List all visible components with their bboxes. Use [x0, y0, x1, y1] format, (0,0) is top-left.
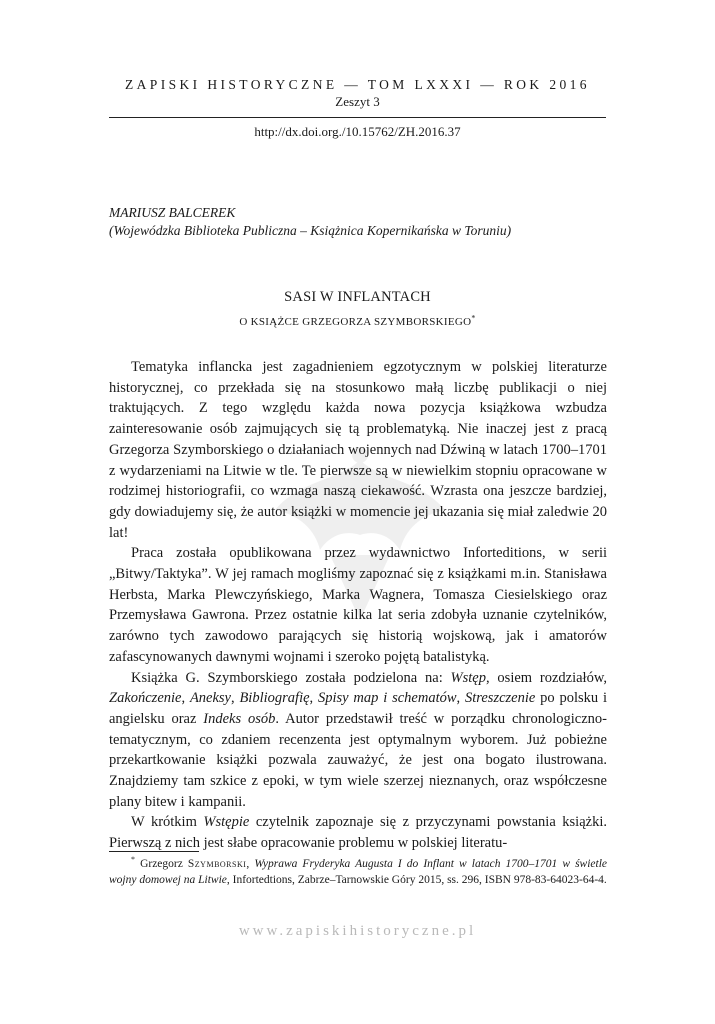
website-footer[interactable]: www.zapiskihistoryczne.pl [238, 923, 477, 939]
footnote-author-first: Grzegorz [140, 858, 188, 870]
footnote-publication: , Infortedtions, Zabrze–Tarnowskie Góry 2015, ss. 296, ISBN 978-83-64023-64-4. [226, 874, 607, 886]
italic-run: Bibliografię [239, 690, 310, 707]
text-run: , [456, 690, 465, 707]
journal-header: ZAPISKI HISTORYCZNE — TOM LXXXI — ROK 2016 [125, 77, 590, 92]
footnote-divider [109, 851, 199, 852]
author-affiliation: (Wojewódzka Biblioteka Publiczna – Książnica Kopernikańska w Toruniu) [109, 223, 512, 238]
article-title: SASI W INFLANTACH [284, 289, 431, 305]
italic-run: Streszczenie [464, 690, 536, 707]
article-body [109, 357, 607, 854]
paragraph-3 [109, 668, 607, 813]
paragraph-4 [109, 812, 607, 853]
italic-run: Spisy map i schematów [318, 690, 457, 707]
footnote-book-title: Wyprawa Fryderyka Augusta I do Inflant w latach 1700–1701 w świetle wojny domowej na Litwie [109, 858, 608, 886]
footnote-separator: , [246, 858, 255, 870]
footnote [109, 856, 607, 888]
text-run: , [181, 690, 190, 707]
text-run: po polsku i angielsku oraz [109, 690, 608, 727]
italic-run: Wstęp [450, 669, 486, 686]
subtitle-text: O KSIĄŻCE GRZEGORZA SZYMBORSKIEGO [239, 316, 472, 328]
author-name: MARIUSZ BALCEREK [109, 205, 236, 220]
doi-link[interactable]: http://dx.doi.org./10.15762/ZH.2016.37 [254, 124, 461, 139]
article-subtitle [0, 315, 715, 329]
footnote-author-last: Szymborski [187, 858, 247, 870]
paragraph-2: Praca została opublikowana przez wydawnictwo Inforteditions, w serii „Bitwy/Taktyka”. W jej ramach mogliśmy zapoznać się z książkami m.in. Stanisława Herbsta, Marka Plewczyńskiego, Marka Wagnera, Tomasza Ciesielskiego oraz Przemysława Gawrona. Przez ostatnie kilka lat seria zdobyła uznanie czytelników, zarówno tych zawodowo parających się historią wojskową, jak i amatorów zafascynowanych dawnymi wojnami i szeroko pojętą batalistyką. [109, 545, 607, 665]
italic-run: Wstępie [203, 814, 250, 831]
footnote-mark: * [131, 855, 135, 865]
issue-number: Zeszyt 3 [335, 94, 380, 109]
italic-run: Indeks osób [203, 710, 276, 727]
footnote-reference[interactable]: * [471, 313, 476, 323]
italic-run: Aneksy [189, 690, 231, 707]
paragraph-1: Tematyka inflancka jest zagadnieniem egzotycznym w polskiej literaturze historycznej, co przekłada się na stosunkowo małą liczbę publikacji o niej traktujących. Z tego względu każda nowa pozycja książkowa wzbudza zainteresowanie osób zajmujących się tą problematyką. Nie inaczej jest z pracą Grzegorza Szymborskiego o działaniach wojennych nad Dźwiną w latach 1700–1701 z wydarzeniami na Litwie w tle. Te pierwsze są w niewielkim stopniu opracowane w rodzimej historiografii, co wzmaga naszą ciekawość. Wzrasta ona jeszcze bardziej, gdy dowiadujemy się, że autor książki w momencie jej ukazania się miał zaledwie 20 lat! [109, 359, 607, 541]
text-run: czytelnik zapoznaje się z przyczynami powstania książki. Pierwszą z nich jest słabe opracowanie problemu w polskiej literatu- [109, 814, 607, 852]
header-divider [109, 117, 606, 118]
footnote-text [109, 856, 607, 888]
text-run: , [231, 690, 240, 707]
text-run: . Autor przedstawił treść w porządku chronologiczno-tematycznym, co zdaniem recenzenta jest optymalnym wyborem. Już pobieżne przekartkowanie książki pozwala zauważyć, że jest ona bogato ilustrowana. Znajdziemy tam szkice z epoki, w tym wiele szerzej nieznanych, oraz współczesne plany bitew i kampanii. [109, 710, 607, 810]
text-run: , [309, 690, 318, 707]
italic-run: Zakończenie [109, 690, 182, 707]
text-run: Książka G. Szymborskiego została podzielona na: [131, 669, 451, 686]
text-run: W krótkim [131, 814, 204, 831]
text-run: , osiem rozdziałów, [485, 669, 607, 686]
